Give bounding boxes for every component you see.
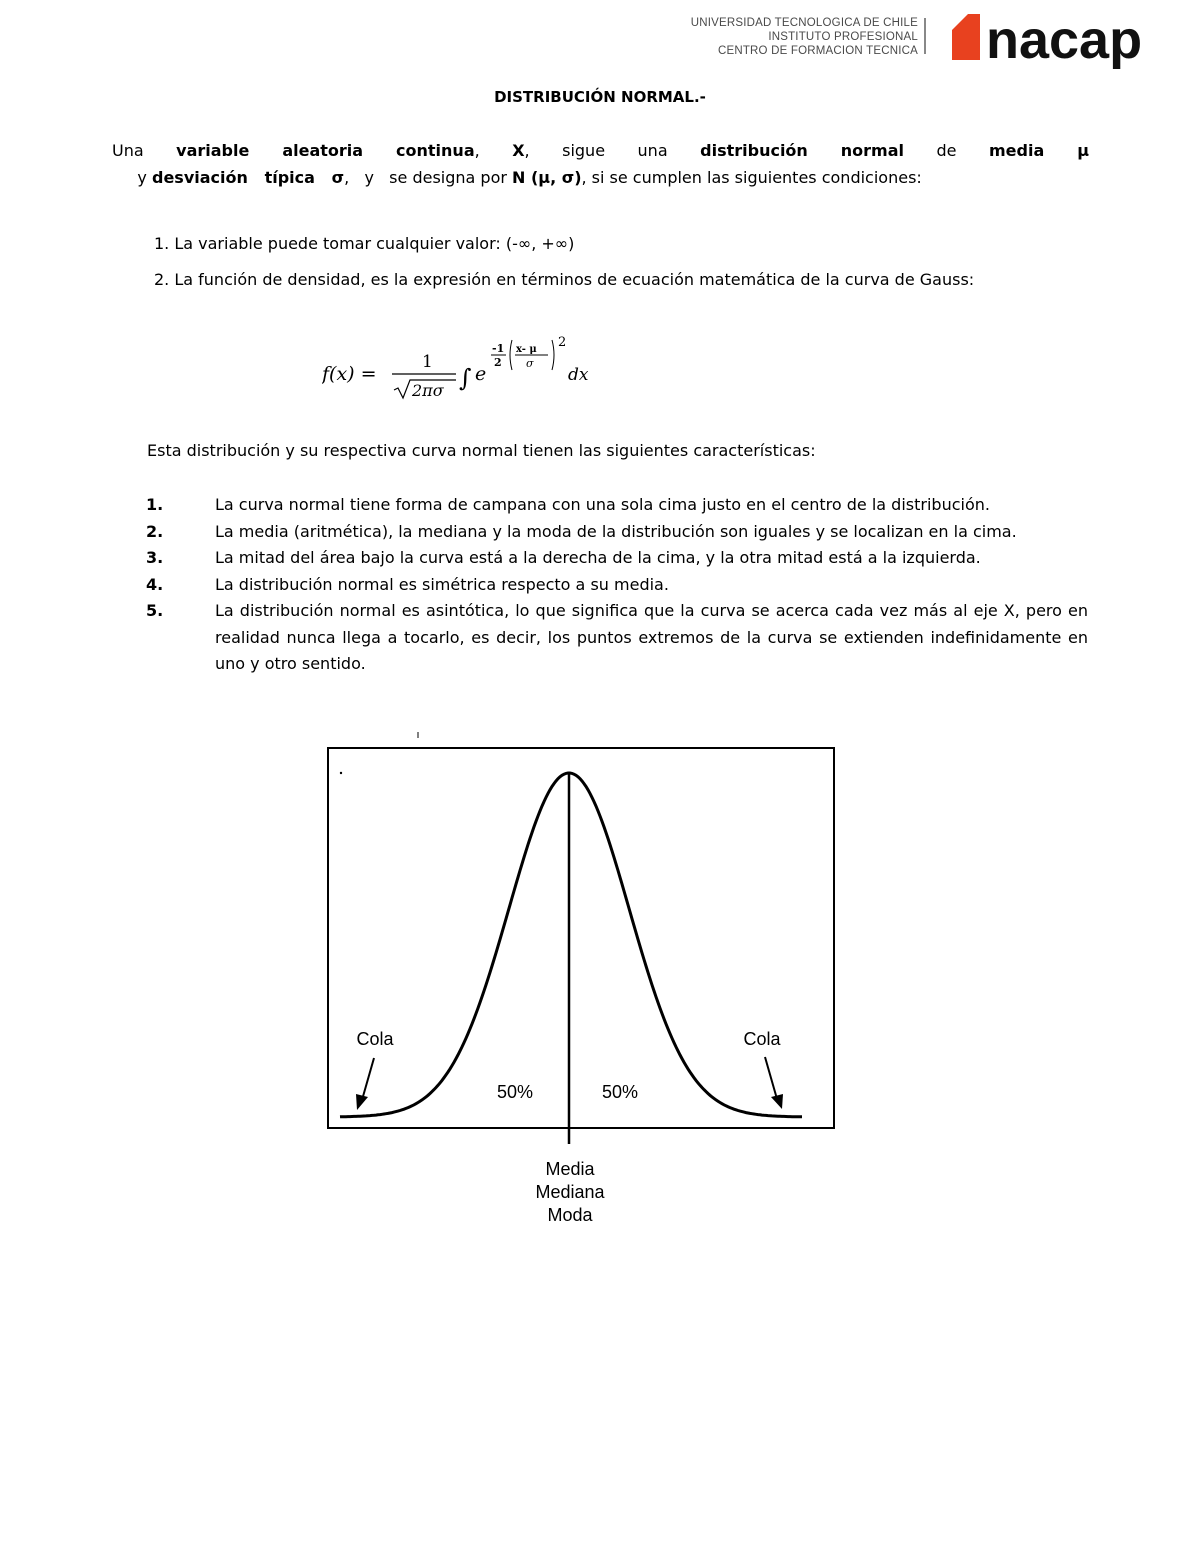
feature-text: La curva normal tiene forma de campana con una sola cima justo en el centro de la distribución. xyxy=(215,495,990,514)
normal-curve-figure xyxy=(300,720,860,1240)
feature-text: La mitad del área bajo la curva está a la derecha de la cima, y la otra mitad está a la izquierda. xyxy=(215,548,981,567)
exp-inner-num: x- μ xyxy=(516,344,537,355)
tail-right-label: Cola xyxy=(743,1029,781,1049)
condition-item xyxy=(154,262,1094,298)
feature-text: La media (aritmética), la mediana y la moda de la distribución son iguales y se localizan en la cima. xyxy=(215,521,1017,541)
inacap-logo xyxy=(952,8,1168,70)
header-divider xyxy=(924,18,926,54)
characteristics-intro: Esta distribución y su respectiva curva normal tienen las siguientes características: xyxy=(147,441,816,460)
center-label-mediana: Mediana xyxy=(535,1182,605,1202)
figure-frame xyxy=(328,748,834,1128)
exp-frac-den: 2 xyxy=(494,356,502,369)
formula-numerator: 1 xyxy=(422,352,433,372)
feature-number: 3. xyxy=(146,548,164,567)
feature-item xyxy=(146,492,1088,519)
conditions-list xyxy=(154,226,1094,298)
left-area-label: 50% xyxy=(496,1082,534,1102)
bell-curve xyxy=(340,773,802,1117)
feature-text: La distribución normal es simétrica respecto a su media. xyxy=(215,574,669,594)
feature-number: 4. xyxy=(146,574,164,594)
right-area-label: 50% xyxy=(601,1082,639,1102)
exp-power: 2 xyxy=(558,335,567,350)
integral-sign: ∫ xyxy=(459,364,472,392)
center-label-moda: Moda xyxy=(547,1205,593,1225)
exp-inner-den: σ xyxy=(526,357,534,370)
tail-left-label: Cola xyxy=(356,1029,394,1049)
page-title: DISTRIBUCIÓN NORMAL.- xyxy=(494,88,706,106)
feature-item xyxy=(146,519,1088,546)
formula-denominator: 2πσ xyxy=(412,381,444,400)
exp-base: e xyxy=(475,363,487,385)
formula-lhs: f(x) = xyxy=(322,363,377,385)
density-formula xyxy=(322,330,622,405)
feature-item xyxy=(146,598,1088,678)
arrow-left xyxy=(356,1058,374,1110)
condition-number: 2. xyxy=(154,270,170,289)
feature-item xyxy=(146,545,1088,572)
features-list xyxy=(146,492,1088,678)
logo-wordmark: nacap xyxy=(986,10,1143,70)
exp-frac-num: -1 xyxy=(492,342,505,355)
condition-item xyxy=(154,226,1094,262)
intro-paragraph: Una variable aleatoria continua, X, sigue una distribución normal de media μ y desviación típica σ, y se designa por N (μ, σ), si se cumplen las siguientes condiciones: xyxy=(112,141,1090,187)
condition-text: La función de densidad, es la expresión en términos de ecuación matemática de la curva de Gauss: xyxy=(169,270,975,289)
institution-line: UNIVERSIDAD TECNOLOGICA DE CHILE xyxy=(690,17,918,29)
condition-text: La variable puede tomar cualquier valor: (-∞, +∞) xyxy=(169,234,575,253)
institution-block xyxy=(691,16,918,58)
institution-line: INSTITUTO PROFESIONAL xyxy=(768,31,918,43)
institution-line: CENTRO DE FORMACION TECNICA xyxy=(717,45,918,57)
feature-number: 2. xyxy=(146,521,164,541)
arrow-right xyxy=(765,1057,783,1109)
formula-dx: dx xyxy=(568,365,589,385)
feature-item xyxy=(146,572,1088,599)
condition-number: 1. xyxy=(154,234,170,253)
center-label-media: Media xyxy=(545,1159,595,1179)
stray-dot xyxy=(340,772,342,774)
feature-text: La distribución normal es asintótica, lo que significa que la curva se acerca cada vez más al eje X, pero en realidad nunca llega a tocarlo, es decir, los puntos extremos de la curva se extienden indefinidamente en uno y otro sentido. xyxy=(215,601,1088,673)
feature-number: 5. xyxy=(146,601,164,620)
feature-number: 1. xyxy=(146,495,164,514)
